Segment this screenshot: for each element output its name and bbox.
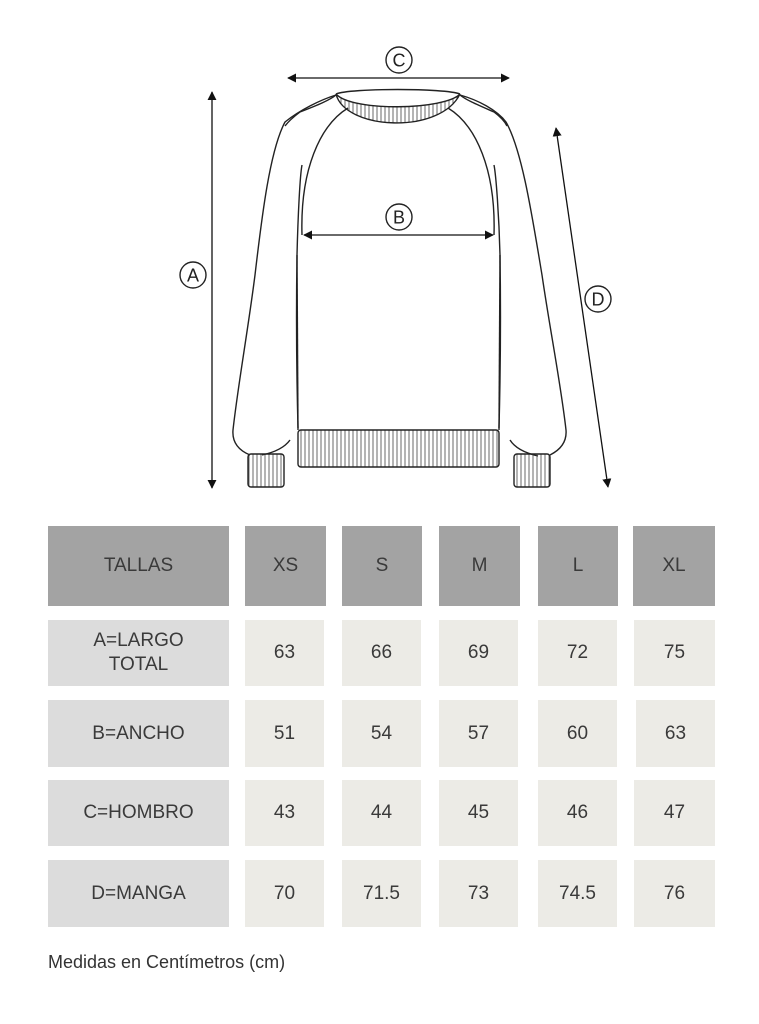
label-b-text: B [392, 207, 406, 228]
label-d-text: D [591, 289, 605, 310]
label-b [386, 204, 412, 230]
cell-b-xl: 63 [636, 700, 715, 767]
cell-b-m: 57 [439, 700, 518, 767]
cell-b-xs: 51 [245, 700, 324, 767]
cell-a-s: 66 [342, 620, 421, 686]
cell-a-xs: 63 [245, 620, 324, 686]
label-d [585, 286, 611, 312]
label-c [386, 47, 412, 73]
left-cuff [248, 454, 284, 487]
header-m: M [439, 526, 520, 606]
right-cuff [514, 454, 550, 487]
cell-c-l: 46 [538, 780, 617, 846]
cell-a-xl: 75 [634, 620, 715, 686]
sweater-diagram [0, 0, 759, 505]
header-xs: XS [245, 526, 326, 606]
cell-a-l: 72 [538, 620, 617, 686]
cell-d-xs: 70 [245, 860, 324, 927]
sweater-outline [233, 95, 566, 456]
header-l: L [538, 526, 618, 606]
cell-c-xs: 43 [245, 780, 324, 846]
row-label-c: C=HOMBRO [48, 780, 229, 846]
footnote: Medidas en Centímetros (cm) [48, 952, 286, 972]
row-label-d: D=MANGA [48, 860, 229, 927]
collar [336, 90, 460, 123]
header-tallas: TALLAS [48, 526, 229, 606]
label-a [180, 262, 206, 288]
header-s: S [342, 526, 422, 606]
cell-a-m: 69 [439, 620, 518, 686]
cell-d-m: 73 [439, 860, 518, 927]
row-label-a: A=LARGO TOTAL [48, 620, 229, 686]
cell-d-s: 71.5 [342, 860, 421, 927]
row-label-b: B=ANCHO [48, 700, 229, 767]
cell-c-xl: 47 [634, 780, 715, 846]
cell-d-xl: 76 [634, 860, 715, 927]
cell-c-s: 44 [342, 780, 421, 846]
header-xl: XL [633, 526, 715, 606]
hem-rib [298, 430, 499, 467]
cell-c-m: 45 [439, 780, 518, 846]
cell-b-s: 54 [342, 700, 421, 767]
label-c-text: C [392, 50, 406, 71]
cell-d-l: 74.5 [538, 860, 617, 927]
cell-b-l: 60 [538, 700, 617, 767]
label-a-text: A [186, 265, 200, 286]
